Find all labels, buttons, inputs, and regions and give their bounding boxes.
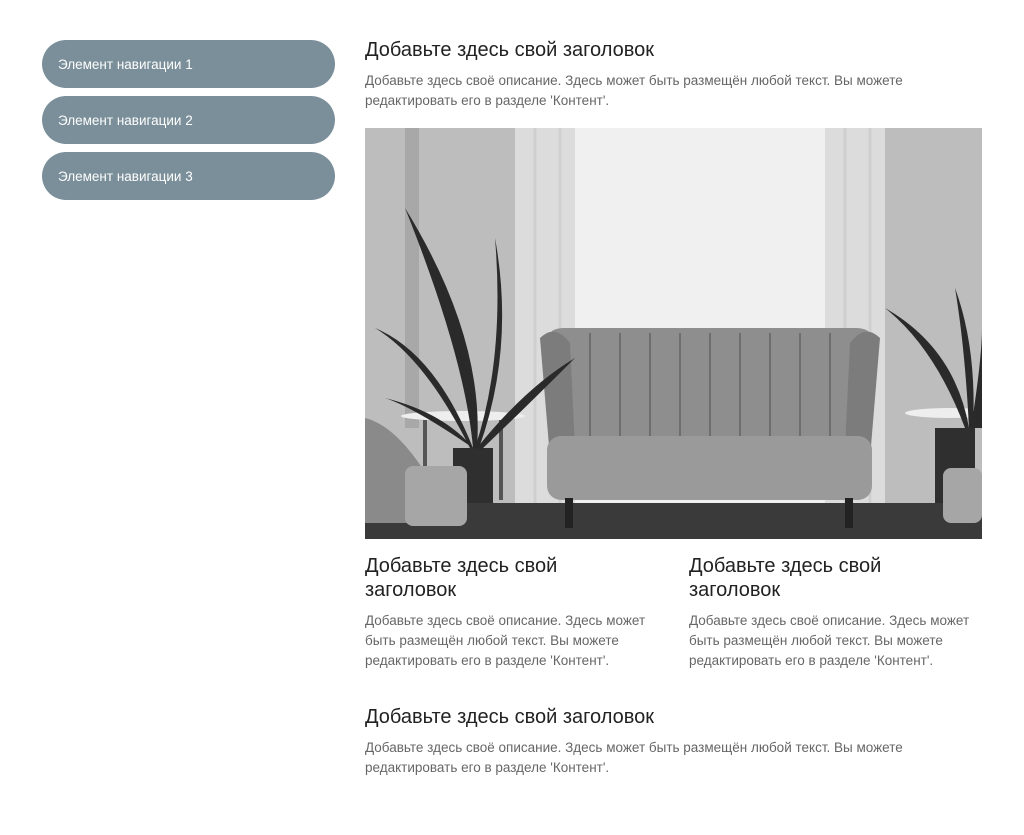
nav-item-label: Элемент навигации 3: [58, 168, 193, 184]
nav-item-1[interactable]: [42, 40, 335, 88]
feature-left: [365, 554, 657, 671]
section-title: Добавьте здесь свой заголовок: [365, 706, 654, 728]
nav-item-label: Элемент навигации 2: [58, 112, 193, 128]
section-description: Добавьте здесь своё описание. Здесь может быть размещён любой текст. Вы можете редактировать его в разделе 'Контент'.: [365, 740, 903, 775]
section-description: Добавьте здесь своё описание. Здесь может быть размещён любой текст. Вы можете редактировать его в разделе 'Контент'.: [365, 613, 646, 668]
sidebar-nav: [42, 40, 335, 208]
living-room-photo: [365, 128, 982, 539]
nav-item-2[interactable]: [42, 96, 335, 144]
nav-item-label: Элемент навигации 1: [58, 56, 193, 72]
section-description: Добавьте здесь своё описание. Здесь может быть размещён любой текст. Вы можете редактировать его в разделе 'Контент'.: [365, 73, 903, 108]
main-content: [365, 38, 982, 775]
nav-item-3[interactable]: [42, 152, 335, 200]
intro-section: [365, 38, 982, 111]
section-title: Добавьте здесь свой заголовок: [689, 555, 882, 601]
hero-image: [365, 128, 982, 539]
section-title: Добавьте здесь свой заголовок: [365, 555, 558, 601]
bottom-section: [365, 705, 982, 778]
feature-right: [689, 554, 981, 671]
section-description: Добавьте здесь своё описание. Здесь может быть размещён любой текст. Вы можете редактировать его в разделе 'Контент'.: [689, 613, 970, 668]
section-title: Добавьте здесь свой заголовок: [365, 39, 654, 61]
